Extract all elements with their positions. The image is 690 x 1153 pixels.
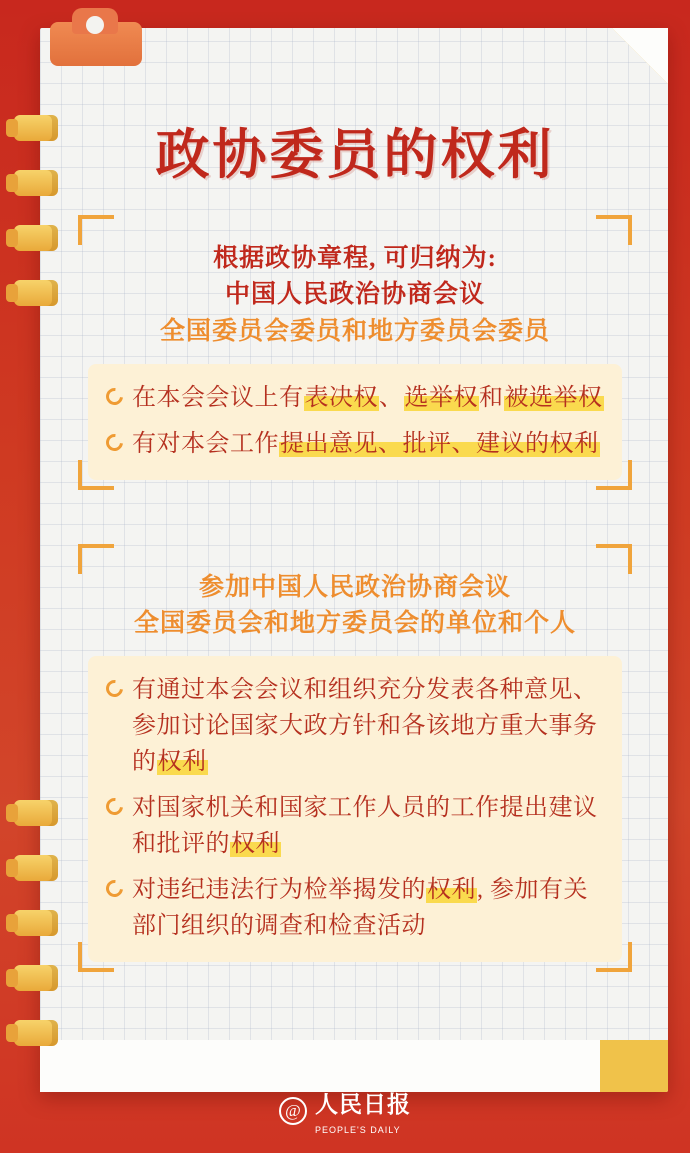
list-item bbox=[106, 426, 604, 462]
section-2 bbox=[70, 544, 640, 973]
corner-bracket-br bbox=[596, 460, 632, 490]
spiral-ring bbox=[14, 280, 58, 306]
section-heading-line: 参加中国人民政治协商会议 bbox=[198, 573, 511, 601]
section-heading-line: 全国委员会委员和地方委员会委员 bbox=[159, 317, 550, 345]
plain-text: 有通过本会会议和组织充分发表各种意见、参加讨论国家大政方针和各该地方重大事务的 bbox=[132, 677, 598, 776]
spiral-ring bbox=[14, 965, 58, 991]
corner-bracket-br bbox=[596, 942, 632, 972]
list-item-text bbox=[132, 790, 604, 862]
list-item-text bbox=[132, 672, 604, 780]
footer-brand-en: PEOPLE'S DAILY bbox=[315, 1125, 401, 1135]
sections-container bbox=[70, 215, 640, 972]
section-heading-line: 全国委员会和地方委员会的单位和个人 bbox=[133, 610, 576, 637]
section-1 bbox=[70, 215, 640, 490]
highlighted-text: 提出意见、批评、建议的权利 bbox=[280, 430, 599, 457]
section-heading-line: 中国人民政治协商会议 bbox=[224, 281, 485, 309]
corner-bracket-tr bbox=[596, 215, 632, 245]
spiral-ring bbox=[14, 170, 58, 196]
rights-card bbox=[88, 364, 622, 480]
at-circle-icon: @ bbox=[279, 1097, 307, 1125]
plain-text: 对违纪违法行为检举揭发的 bbox=[132, 877, 426, 904]
rights-card bbox=[88, 656, 622, 962]
page-bottom-white bbox=[40, 1040, 600, 1092]
list-item-text bbox=[132, 380, 604, 416]
plain-text: , 参加有关部门组织的调查和检查活动 bbox=[132, 877, 588, 940]
highlighted-text: 权利 bbox=[157, 749, 207, 776]
highlighted-text: 选举权 bbox=[404, 384, 478, 411]
plain-text: 有对本会工作 bbox=[132, 430, 279, 457]
corner-bracket-tl bbox=[78, 215, 114, 245]
spiral-ring bbox=[14, 115, 58, 141]
bullet-arc-icon bbox=[103, 677, 127, 701]
page-title: 政协委员的权利 bbox=[155, 125, 555, 185]
list-item-text bbox=[132, 872, 604, 944]
plain-text: 和 bbox=[479, 384, 504, 411]
spiral-ring bbox=[14, 1020, 58, 1046]
corner-bracket-tr bbox=[596, 544, 632, 574]
paper-clip-hole bbox=[86, 16, 104, 34]
corner-bracket-bl bbox=[78, 460, 114, 490]
spiral-ring bbox=[14, 855, 58, 881]
plain-text: 对国家机关和国家工作人员的工作提出建议和批评的 bbox=[132, 795, 598, 858]
section-spacer bbox=[70, 490, 640, 518]
highlighted-text: 表决权 bbox=[304, 384, 378, 411]
plain-text: 在本会会议上有 bbox=[132, 384, 304, 411]
bullet-arc-icon bbox=[103, 430, 127, 454]
highlighted-text: 权利 bbox=[427, 877, 476, 904]
page-corner-fold-white bbox=[612, 28, 668, 84]
list-item bbox=[106, 672, 604, 780]
bullet-arc-icon bbox=[103, 877, 127, 901]
section-heading-line: 根据政协章程, 可归纳为: bbox=[213, 245, 497, 272]
list-item bbox=[106, 380, 604, 416]
bullet-arc-icon bbox=[103, 795, 127, 819]
poster-content bbox=[70, 90, 640, 972]
list-item bbox=[106, 790, 604, 862]
corner-bracket-bl bbox=[78, 942, 114, 972]
highlighted-text: 被选举权 bbox=[504, 384, 603, 411]
spiral-ring bbox=[14, 910, 58, 936]
list-item-text bbox=[132, 426, 600, 462]
list-item bbox=[106, 872, 604, 944]
plain-text: 、 bbox=[379, 384, 404, 411]
highlighted-text: 权利 bbox=[231, 831, 280, 858]
corner-bracket-tl bbox=[78, 544, 114, 574]
spiral-ring bbox=[14, 225, 58, 251]
footer-brand-cn: 人民日报 bbox=[315, 1092, 411, 1117]
spiral-ring bbox=[14, 800, 58, 826]
footer-logo bbox=[0, 1086, 690, 1135]
section-heading bbox=[88, 570, 622, 643]
bullet-arc-icon bbox=[103, 384, 127, 408]
section-heading bbox=[88, 241, 622, 350]
